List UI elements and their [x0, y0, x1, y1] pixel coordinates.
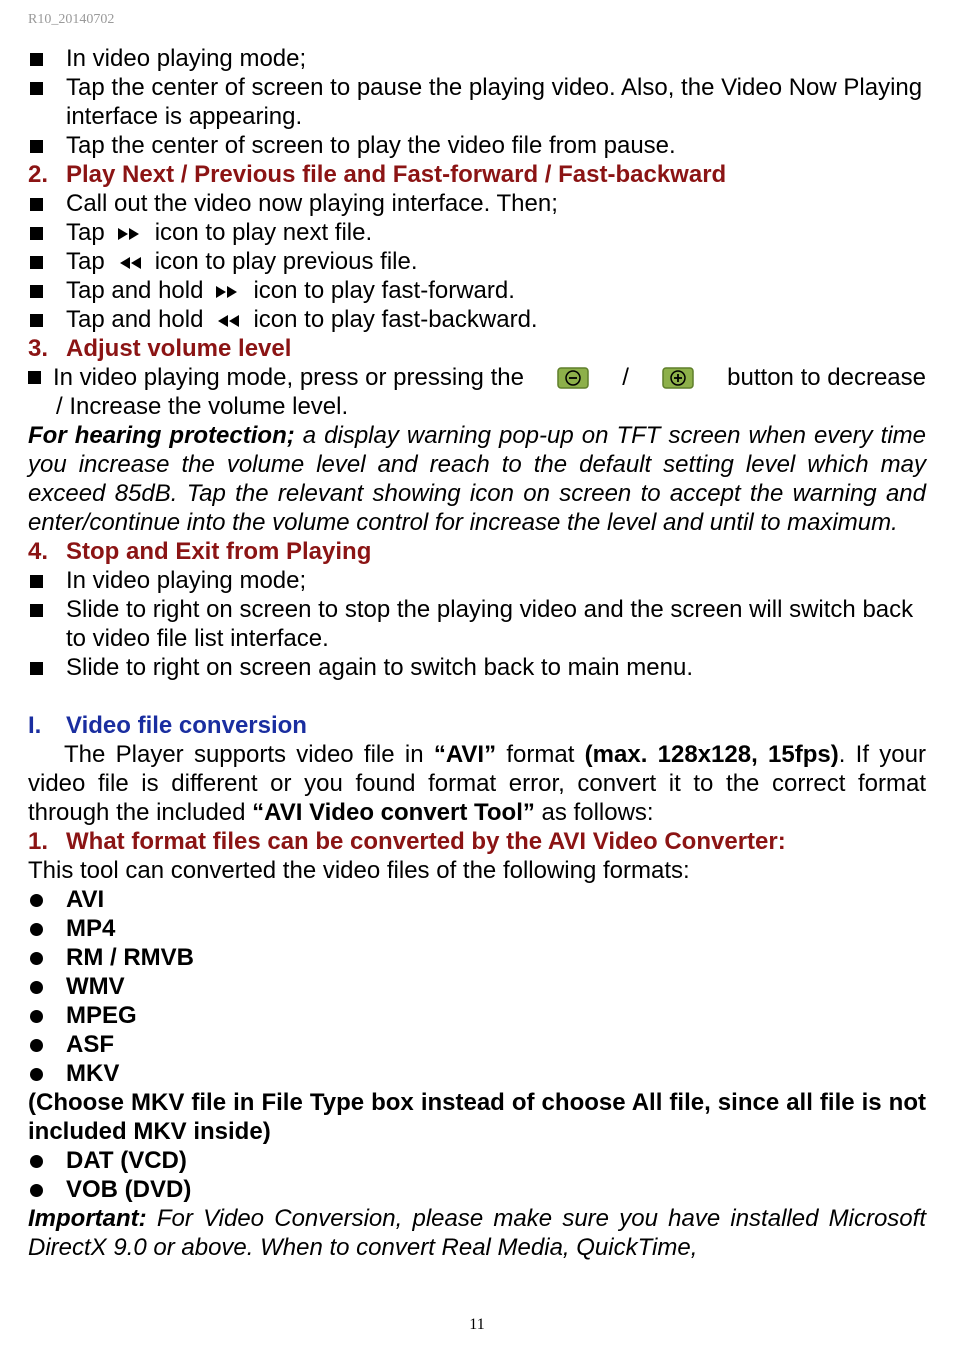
next-icon	[115, 225, 145, 243]
section-heading-stop: 4. Stop and Exit from Playing	[28, 538, 372, 565]
format-item: RM / RMVB	[28, 943, 926, 972]
list-item: Tap the center of screen to pause the playing video. Also, the Video Now Playing interface is appearing.	[28, 73, 926, 131]
volume-up-icon	[662, 367, 694, 389]
list-item: Tap and hold icon to play fast-backward.	[28, 305, 926, 334]
section-heading-conversion: I. Video file conversion	[28, 712, 307, 739]
format-item: AVI	[28, 885, 926, 914]
document-code: R10_20140702	[28, 12, 115, 27]
list-item: Tap and hold icon to play fast-forward.	[28, 276, 926, 305]
round-bullet-icon	[28, 1059, 66, 1088]
round-bullet-icon	[28, 1175, 66, 1204]
list-item: Tap the center of screen to play the video file from pause.	[28, 131, 926, 160]
square-bullet-icon	[28, 131, 66, 160]
fast-backward-icon	[213, 312, 243, 330]
list-item: In video playing mode;	[28, 44, 926, 73]
page-content	[28, 44, 926, 1262]
section-heading-volume: 3. Adjust volume level	[28, 335, 292, 362]
round-bullet-icon	[28, 1146, 66, 1175]
square-bullet-icon	[28, 595, 66, 624]
format-item: MPEG	[28, 1001, 926, 1030]
fast-forward-icon	[213, 283, 243, 301]
list-item: Tap icon to play previous file.	[28, 247, 926, 276]
volume-paragraph: In video playing mode, press or pressing the / button to decrease	[28, 363, 926, 392]
important-note: Important: For Video Conversion, please make sure you have installed Microsoft DirectX 9.0 or above. When to convert Real Media, QuickTime,	[28, 1205, 926, 1261]
square-bullet-icon	[28, 44, 66, 73]
list-item: Slide to right on screen to stop the playing video and the screen will switch back to video file list interface.	[28, 595, 926, 653]
round-bullet-icon	[28, 914, 66, 943]
list-item: Slide to right on screen again to switch back to main menu.	[28, 653, 926, 682]
square-bullet-icon	[28, 276, 66, 305]
list-item: In video playing mode;	[28, 566, 926, 595]
square-bullet-icon	[28, 371, 41, 384]
format-item: MKV	[28, 1059, 926, 1088]
square-bullet-icon	[28, 247, 66, 276]
round-bullet-icon	[28, 943, 66, 972]
subsection-heading-formats: 1. What format files can be converted by the AVI Video Converter:	[28, 828, 786, 855]
section-heading-play-next: 2. Play Next / Previous file and Fast-forward / Fast-backward	[28, 161, 727, 188]
round-bullet-icon	[28, 972, 66, 1001]
format-item: WMV	[28, 972, 926, 1001]
format-item: MP4	[28, 914, 926, 943]
square-bullet-icon	[28, 305, 66, 334]
square-bullet-icon	[28, 653, 66, 682]
previous-icon	[115, 254, 145, 272]
list-item: Tap icon to play next file.	[28, 218, 926, 247]
format-item: VOB (DVD)	[28, 1175, 926, 1204]
round-bullet-icon	[28, 1001, 66, 1030]
square-bullet-icon	[28, 218, 66, 247]
square-bullet-icon	[28, 73, 66, 102]
volume-paragraph-continued: / Increase the volume level.	[56, 393, 349, 420]
formats-lead: This tool can converted the video files of the following formats:	[28, 857, 690, 884]
square-bullet-icon	[28, 566, 66, 595]
page-number: 11	[469, 1316, 485, 1333]
list-item: Call out the video now playing interface. Then;	[28, 189, 926, 218]
round-bullet-icon	[28, 1030, 66, 1059]
conversion-intro: The Player supports video file in “AVI” format (max. 128x128, 15fps). If your video file is different or you found format error, convert it to the correct format through the included “AVI Video convert Tool” as follows:	[28, 741, 926, 826]
format-item: ASF	[28, 1030, 926, 1059]
hearing-protection-note: For hearing protection; a display warning pop-up on TFT screen when every time you increase the volume level and reach to the default setting level which may exceed 85dB. Tap the relevant showing icon on screen to accept the warning and enter/continue into the volume control for increase the level and until to maximum.	[28, 422, 927, 536]
format-item: DAT (VCD)	[28, 1146, 926, 1175]
round-bullet-icon	[28, 885, 66, 914]
square-bullet-icon	[28, 189, 66, 218]
mkv-note: (Choose MKV file in File Type box instead of choose All file, since all file is not included MKV inside)	[28, 1089, 926, 1145]
volume-down-icon	[557, 367, 589, 389]
